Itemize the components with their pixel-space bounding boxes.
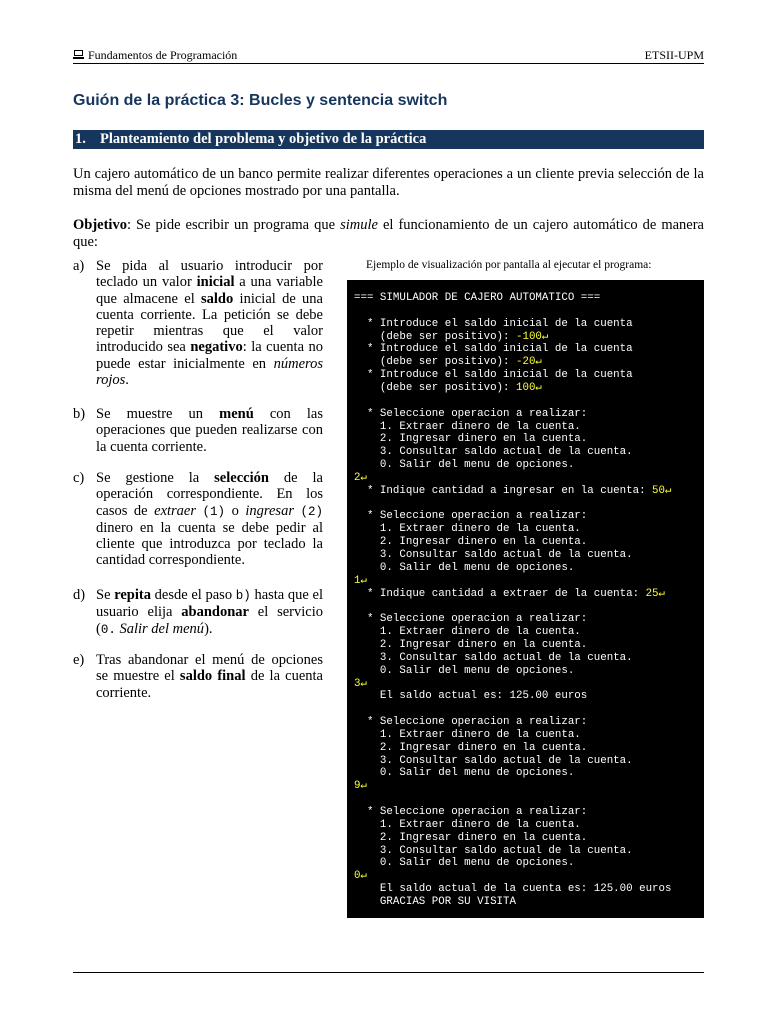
terminal-text: 3. Consultar saldo actual de la cuenta. [354,844,633,857]
item-bold: negativo [190,339,243,356]
item-emphasis: números rojos [96,355,323,389]
terminal-text: GRACIAS POR SU VISITA [354,895,516,908]
computer-icon [73,49,84,60]
item-text: ). [204,620,213,637]
terminal-line [354,433,587,445]
item-text: con las operaciones que pueden realizarse con la cuenta corriente. [96,406,323,455]
item-bold: abandonar [181,604,249,621]
list-item-b [73,406,323,455]
terminal-text: El saldo actual de la cuenta es: 125.00 euros [354,883,672,896]
terminal-text: === SIMULADOR DE CAJERO AUTOMATICO === [354,292,601,304]
item-code: (1) [202,504,226,519]
terminal-text: (debe ser positivo): [354,356,516,369]
page-header [73,47,704,63]
terminal-user-input: 0↵ [354,870,367,883]
terminal-text: 0. Salir del menu de opciones. [354,767,575,780]
terminal-line [354,369,633,381]
item-label: d) [73,587,86,603]
terminal-line [354,331,548,343]
section-number: 1. [75,131,86,147]
header-rule [73,63,704,64]
terminal-user-input: 50↵ [652,484,672,497]
item-bold: inicial [196,274,235,291]
objective-paragraph [73,217,704,251]
objective-text-1: : Se pide escribir un programa que [126,217,341,233]
item-emphasis: Salir del menú [115,620,205,637]
terminal-output [347,280,704,918]
terminal-text: 1. Extraer dinero de la cuenta. [354,420,581,433]
terminal-text: * Seleccione operacion a realizar: [354,510,588,523]
terminal-caption: Ejemplo de visualización por pantalla al ejecutar el programa: [366,259,652,271]
item-text: Se muestre un [96,406,220,422]
terminal-line [354,639,587,651]
item-emphasis: extraer [154,502,197,519]
terminal-user-input: 9↵ [354,780,367,793]
terminal-line [354,318,633,330]
terminal-text: (debe ser positivo): [354,330,516,343]
terminal-line [354,742,587,754]
terminal-line [354,408,587,420]
terminal-text: 0. Salir del menu de opciones. [354,459,575,472]
terminal-text: 2. Ingresar dinero en la cuenta. [354,741,588,754]
item-label: e) [73,652,85,668]
terminal-text: * Introduce el saldo inicial de la cuenta [354,369,633,382]
terminal-line [354,588,665,600]
terminal-text: 2. Ingresar dinero en la cuenta. [354,638,588,651]
terminal-line [354,549,633,561]
terminal-text: 2. Ingresar dinero en la cuenta. [354,433,588,446]
header-course-text: Fundamentos de Programación [88,48,238,62]
terminal-line [354,678,367,690]
item-bold: repita [114,587,151,603]
objective-text-2: el funcionamiento de un cajero automático de manera que: [73,217,704,250]
header-course [73,47,237,63]
terminal-text: * Introduce el saldo inicial de la cuenta [354,317,633,330]
terminal-line [354,446,633,458]
terminal-text: * Seleccione operacion a realizar: [354,613,588,626]
terminal-line [354,536,587,548]
item-text: desde el paso [150,587,236,603]
item-text: de la operación correspondiente. En los casos de [96,470,323,519]
terminal-line [354,690,587,702]
terminal-line [354,459,574,471]
terminal-text: 0. Salir del menu de opciones. [354,561,575,574]
terminal-text: * Indique cantidad a ingresar en la cuenta: [354,484,653,497]
terminal-user-input: -20↵ [515,356,542,369]
terminal-user-input: -100↵ [515,330,549,343]
terminal-line [354,382,542,394]
terminal-line [354,292,600,304]
terminal-line [354,472,367,484]
terminal-line [354,665,574,677]
terminal-text: * Seleccione operacion a realizar: [354,806,588,818]
terminal-user-input: 2↵ [354,471,367,484]
item-bold: saldo [201,290,234,307]
objective-emphasis: simule [340,217,378,233]
terminal-user-input: 25↵ [645,587,666,600]
item-bold: selección [214,470,269,486]
list-item-a [73,258,323,388]
terminal-text: (debe ser positivo): [354,381,516,394]
item-text: Se [96,587,115,603]
terminal-text: 3. Consultar saldo actual de la cuenta. [354,446,633,459]
terminal-text: 1. Extraer dinero de la cuenta. [354,626,581,639]
terminal-line [354,755,633,767]
intro-paragraph: Un cajero automático de un banco permite realizar diferentes operaciones a un cliente previa selección de la misma del menú de opciones mostrado por una pantalla. [73,166,704,199]
terminal-line [354,626,581,638]
item-bold: saldo final [179,668,246,685]
section-heading [73,130,704,149]
terminal-line [354,819,581,831]
item-label: a) [73,258,85,274]
section-label: Planteamiento del problema y objetivo de la práctica [100,131,427,147]
terminal-line [354,857,574,869]
list-item-c [73,470,323,569]
item-code: (2) [300,504,324,519]
item-text: : la cuenta no puede estar inicialmente en [96,339,323,372]
terminal-user-input: 1↵ [354,574,367,587]
terminal-text: 3. Consultar saldo actual de la cuenta. [354,549,633,561]
terminal-line [354,845,633,857]
item-text: Se gestione la [96,470,215,486]
terminal-text: 0. Salir del menu de opciones. [354,857,575,870]
item-text: de la cuenta corriente. [96,668,323,701]
terminal-text: 3. Consultar saldo actual de la cuenta. [354,651,633,664]
terminal-text: * Introduce el saldo inicial de la cuenta [354,343,633,356]
terminal-line [354,523,581,535]
terminal-line [354,716,587,728]
objective-label: Objetivo [73,217,127,233]
item-text: dinero en la cuenta se debe pedir al cliente que introduzca por teclado la cantidad correspondiente. [96,519,323,569]
item-code: 0. [100,622,116,637]
terminal-text: 1. Extraer dinero de la cuenta. [354,818,581,831]
terminal-line [354,562,574,574]
terminal-text: El saldo actual es: 125.00 euros [354,690,588,703]
item-text: a una variable que almacene el [96,274,323,307]
terminal-line [354,883,671,895]
item-bold: menú [219,406,254,422]
terminal-line [354,613,587,625]
terminal-line [354,832,587,844]
terminal-line [354,767,574,779]
terminal-line [354,729,581,741]
item-text: el servicio ( [96,604,323,637]
terminal-line [354,575,367,587]
item-text: inicial de una cuenta corriente. La petición se debe repetir mientras que el valor introducido sea [96,290,323,356]
list-item-e [73,652,323,701]
terminal-line [354,356,542,368]
terminal-text: 2. Ingresar dinero en la cuenta. [354,831,588,844]
page-title: Guión de la práctica 3: Bucles y sentencia switch [73,92,448,109]
item-text: . [125,372,129,389]
terminal-text: 1. Extraer dinero de la cuenta. [354,728,581,741]
item-text: hasta que el usuario elija [96,587,323,621]
terminal-text: 0. Salir del menu de opciones. [354,664,575,677]
terminal-line [354,510,587,522]
terminal-line [354,896,516,908]
terminal-line [354,485,672,497]
terminal-user-input: 3↵ [354,677,367,690]
terminal-line [354,780,367,792]
terminal-line [354,870,367,882]
terminal-text: * Seleccione operacion a realizar: [354,716,588,729]
footer-rule [73,972,704,973]
terminal-text: * Indique cantidad a extraer de la cuenta: [354,587,646,600]
header-school: ETSII-UPM [644,48,704,62]
terminal-line [354,343,633,355]
terminal-text: 1. Extraer dinero de la cuenta. [354,523,581,536]
terminal-text: 3. Consultar saldo actual de la cuenta. [354,754,633,767]
item-emphasis: ingresar [245,502,294,519]
item-label: c) [73,470,85,486]
terminal-text: * Seleccione operacion a realizar: [354,407,588,420]
list-item-d [73,587,323,638]
item-label: b) [73,406,86,422]
terminal-line [354,806,587,818]
terminal-line [354,652,633,664]
terminal-user-input: 100↵ [515,381,542,394]
item-text: o [225,502,246,519]
item-text: Se pida al usuario introducir por teclado un valor [96,258,323,291]
terminal-line [354,421,581,433]
item-text: Tras abandonar el menú de opciones se muestre el [96,652,323,685]
item-code: b) [235,589,251,603]
terminal-text: 2. Ingresar dinero en la cuenta. [354,536,588,549]
